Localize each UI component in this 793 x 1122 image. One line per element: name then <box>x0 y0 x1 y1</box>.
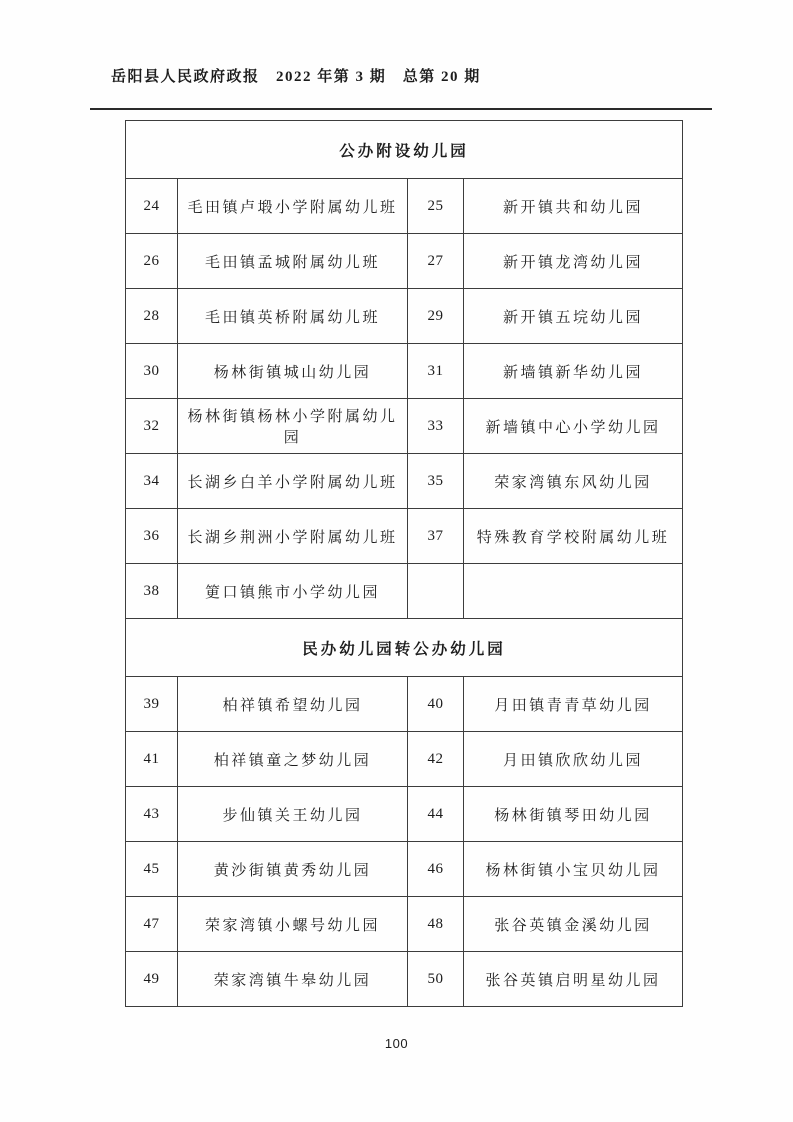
table-row <box>126 564 683 619</box>
table-row <box>126 677 683 732</box>
page-number: 100 <box>384 1036 409 1051</box>
gazette-title-line: 岳阳县人民政府政报 2022 年第 3 期 总第 20 期 <box>111 69 481 85</box>
table-row <box>126 289 683 344</box>
gazette-header <box>90 48 712 110</box>
kindergarten-name: 柏祥镇童之梦幼儿园 <box>178 732 408 787</box>
kindergarten-name: 新开镇共和幼儿园 <box>464 179 683 234</box>
kindergarten-name: 毛田镇卢塅小学附属幼儿班 <box>178 179 408 234</box>
entry-number: 25 <box>408 179 464 234</box>
section-header-row <box>126 121 683 179</box>
entry-number: 45 <box>126 842 178 897</box>
table-row <box>126 234 683 289</box>
table-row <box>126 344 683 399</box>
kindergarten-table <box>125 120 683 1007</box>
kindergarten-name: 新墙镇新华幼儿园 <box>464 344 683 399</box>
kindergarten-name: 荣家湾镇小螺号幼儿园 <box>178 897 408 952</box>
kindergarten-name: 长湖乡荆洲小学附属幼儿班 <box>178 509 408 564</box>
table-row <box>126 399 683 454</box>
kindergarten-name: 筻口镇熊市小学幼儿园 <box>178 564 408 619</box>
entry-number: 34 <box>126 454 178 509</box>
entry-number: 28 <box>126 289 178 344</box>
table-row <box>126 454 683 509</box>
kindergarten-name: 柏祥镇希望幼儿园 <box>178 677 408 732</box>
entry-number: 47 <box>126 897 178 952</box>
kindergarten-name: 荣家湾镇牛皋幼儿园 <box>178 952 408 1007</box>
entry-number: 24 <box>126 179 178 234</box>
kindergarten-name: 特殊教育学校附属幼儿班 <box>464 509 683 564</box>
kindergarten-name: 毛田镇英桥附属幼儿班 <box>178 289 408 344</box>
entry-number: 46 <box>408 842 464 897</box>
entry-number: 38 <box>126 564 178 619</box>
entry-number: 30 <box>126 344 178 399</box>
kindergarten-name: 新开镇龙湾幼儿园 <box>464 234 683 289</box>
section-title-private-to-public: 民办幼儿园转公办幼儿园 <box>126 619 683 677</box>
table-row <box>126 787 683 842</box>
table-row <box>126 952 683 1007</box>
table-row <box>126 509 683 564</box>
entry-number: 39 <box>126 677 178 732</box>
entry-number: 29 <box>408 289 464 344</box>
entry-number: 37 <box>408 509 464 564</box>
section-title-public-attached: 公办附设幼儿园 <box>126 121 683 179</box>
entry-number: 27 <box>408 234 464 289</box>
entry-number: 40 <box>408 677 464 732</box>
kindergarten-name: 张谷英镇金溪幼儿园 <box>464 897 683 952</box>
kindergarten-name: 杨林街镇杨林小学附属幼儿园 <box>178 399 408 454</box>
entry-number: 26 <box>126 234 178 289</box>
entry-number: 42 <box>408 732 464 787</box>
table-row <box>126 179 683 234</box>
kindergarten-name: 杨林街镇琴田幼儿园 <box>464 787 683 842</box>
entry-number: 33 <box>408 399 464 454</box>
entry-number: 31 <box>408 344 464 399</box>
entry-number: 43 <box>126 787 178 842</box>
table-row <box>126 732 683 787</box>
kindergarten-name: 月田镇欣欣幼儿园 <box>464 732 683 787</box>
kindergarten-name: 月田镇青青草幼儿园 <box>464 677 683 732</box>
entry-number: 41 <box>126 732 178 787</box>
kindergarten-name: 新墙镇中心小学幼儿园 <box>464 399 683 454</box>
kindergarten-name: 杨林街镇小宝贝幼儿园 <box>464 842 683 897</box>
kindergarten-name: 张谷英镇启明星幼儿园 <box>464 952 683 1007</box>
kindergarten-name: 荣家湾镇东风幼儿园 <box>464 454 683 509</box>
kindergarten-name: 黄沙街镇黄秀幼儿园 <box>178 842 408 897</box>
entry-number: 50 <box>408 952 464 1007</box>
entry-number: 49 <box>126 952 178 1007</box>
kindergarten-name: 新开镇五垸幼儿园 <box>464 289 683 344</box>
kindergarten-name-empty <box>464 564 683 619</box>
entry-number-empty <box>408 564 464 619</box>
table-row <box>126 897 683 952</box>
table-row <box>126 842 683 897</box>
entry-number: 44 <box>408 787 464 842</box>
kindergarten-name: 长湖乡白羊小学附属幼儿班 <box>178 454 408 509</box>
entry-number: 48 <box>408 897 464 952</box>
kindergarten-name: 杨林街镇城山幼儿园 <box>178 344 408 399</box>
entry-number: 36 <box>126 509 178 564</box>
section-header-row <box>126 619 683 677</box>
kindergarten-name: 毛田镇孟城附属幼儿班 <box>178 234 408 289</box>
kindergarten-name: 步仙镇关王幼儿园 <box>178 787 408 842</box>
entry-number: 32 <box>126 399 178 454</box>
entry-number: 35 <box>408 454 464 509</box>
